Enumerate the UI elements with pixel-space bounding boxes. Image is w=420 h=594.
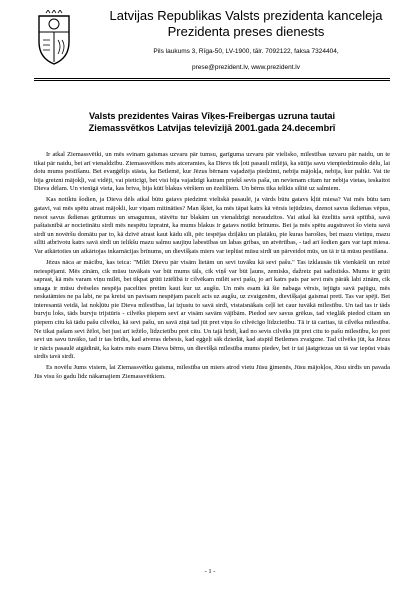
article-title-line: Valsts prezidentes Vairas Vīķes-Freibergas uzruna tautai [88, 111, 336, 121]
paragraph: Jēzus nāca ar mācību, kas teica: "Mīlēt Dievu pār visām lietām un sevi tuvāku kā sevi pašu." Tas izklausās tik vienkārši un reizē neiespējami. Mēs zinām, cik mūsu tuvākais var būt mums tāls, cik viņš var būt ļauns, zemisks, dažreiz pat sadistisks. Mums ir grūti saprast, kā mēs varam viņu mīlēt, bet tikpat grūti iztēlībā ir cilvēkam mīlēt sevi pašu, jo arī katrs pats par sevi mēs pārāk labi zinām, cik smaga ir mūsu dvēseles nespēja pacelties pretim kaut kur uz augšu. Un mēs esam kā šie nabaga vērsis, iejūgts savā pajūgu, mēs neskatāmies ne pa labi, ne pa kreisi un pavisam nespējam pacelt acis uz augšu, uz zvaigznēm, dievišķajai gaismai pretī. Tas var spēji. Bet interesantā veidā, lai nokļūtu pie Dieva mīlestības, lai izjustu to savā sirdī, vistaisnākais ceļš iet caur tuvākā mīlestību. Un tad tas ir tāds burvju loks, tāds burvju trijstūris - cilvēks piepem sevī ar visām savām vājībām. Piedod sev savus grēkus, tad vieglāk piedod citam un piepem citu kā tādu pašu cilvēku, kā sevi pašu, un savā ziņā tad jūt pret viņu šo cilvēcīgo līdzcietību. Tā ir tā caritas, tā cilvēka mīlestība. Ne tikai pašam sevi žēlot, bet just arī iežēlo, līdzcietību pret citu. Un tajā brīdī, kad no sevis cilvēks jūt pret citu to pašu mīlestību, ko pret sevi un savu tuvāko, tad ir tas brīdis, kad atveras debesis, kad egģeļi sāk dziedāt, kad atspīd Betlemes zvaigzne. Tad cilvēks jūt, ka Jēzus ir nācis pasaulē atgādināt, ka katrs mēs esam Dieva bērns, un dievišķā mīlestība mums piedev, bet ir tai jāatgriezas un tā var iepūst visās sirdīs tavā sirdī. [34, 258, 390, 361]
article-title-line: Ziemassvētkos Latvijas televīzijā 2001.gada 24.decembrī [88, 123, 336, 133]
contact-info: prese@prezident.lv, www.prezident.lv [192, 64, 300, 71]
paragraph: Ir atkal Ziemassvētki, un mēs svinam gaismas uzvaru pār tumsu, garīguma uzvaru pār vielisko, mīlestības uzvaru pār naidu, un te tikai pār naidu, bet arī vienaldzību. Ziemassvētkos mēs atceramies, ka Dievs tik ļoti pasauli mīlējā, ka sūtīja savu vienpiedzimušo dēlu, lai dotu mums pestīšanu. Bet evaņģēlijs stāsta, ka Betlemē, kur Jēzus bērnam vajadzēja piedzimt, nebija mājokļa, nebija, kur palikt. Vai tie bija greizni mājokļi, vai vidēji, vai pieticīgi, bet visi bija vajadzīgi katram priekš sevis paša, un nevienam citam tur nebija vietas, ieskaitot Dieva dēlam. Un vienīgā vieta, kas briva, bija kūtī blakus vēršiem un ēzelīšiem. Un bērns tika ielikts silītē uz salmiem. [34, 151, 390, 193]
article-title [34, 110, 390, 134]
article-body [34, 151, 390, 384]
paragraph: Kas notiktu šodien, ja Dieva dēls atkal būtu gatavs piedzimt vieliskā pasaulē, ja vārds būtu gatavs kļūt miesa? Vai mēs būtu tam gatavi, vai mēs spētu atrast mājokli, kur viņam mitināties? Man šķiet, ka mēs tāpat katrs kā vērsis iejūdzies, dzenot savus ikdienas vēpus, nesot savus ikdienas grūtumus un smagumus, stāvētu tur blakām un vienaldzīgi noraudzītos. Vai atkal kā ēzelītis savā spītībā, savā paštaisnībā ar nocietinātu sirdi mēs nespētu izpratnt, ka mums blakus ir gatavs notikt brīnums. Bet ja mēs spētu augstravot šo vietu savā sirdī un novēršu domātu par to, kā dzīvē atrast kaut kādu sīli, pēc iespējas dziļāku un platāku, pie kuras barošies, bet mazu vietiņu, mazu silīti atbrīvotu katrs savā sirdī un ielikšu mazu salmu saujiņu labestības un labas gribas, un atvērtības, - tad arī šodien gars var tapt miesa. Var atkārtoties un atkārtojas inkarnācijas brīnums, un dievišķais miers var ieplūst mūsu sirdī un pārveidot mūs, un tā ir tā mūsu pestīšana. [34, 196, 390, 255]
coat-of-arms-icon [34, 10, 74, 66]
header-divider-bold [34, 80, 390, 81]
postal-address: Pils laukums 3, Rīga-50, LV-1900, tālr. 7092122, faksa 7324404, [153, 48, 339, 55]
institution-name: Latvijas Republikas Valsts prezidenta kanceleja [109, 8, 383, 23]
page-number: - 1 - [204, 568, 216, 575]
department-name: Prezidenta preses dienests [167, 24, 325, 39]
paragraph: Es novēlu Jums visiem, lai Ziemassvētku gaisma, mīlestība un miers atrod vietu Jūsu ģimenēs, Jūsu mājokļos, Jūsu sirdīs un pavada Jūs visu šo gadu līdz nākamajiem Ziemassvētkiem. [34, 364, 390, 381]
header-divider [34, 78, 390, 79]
letterhead [96, 8, 396, 72]
